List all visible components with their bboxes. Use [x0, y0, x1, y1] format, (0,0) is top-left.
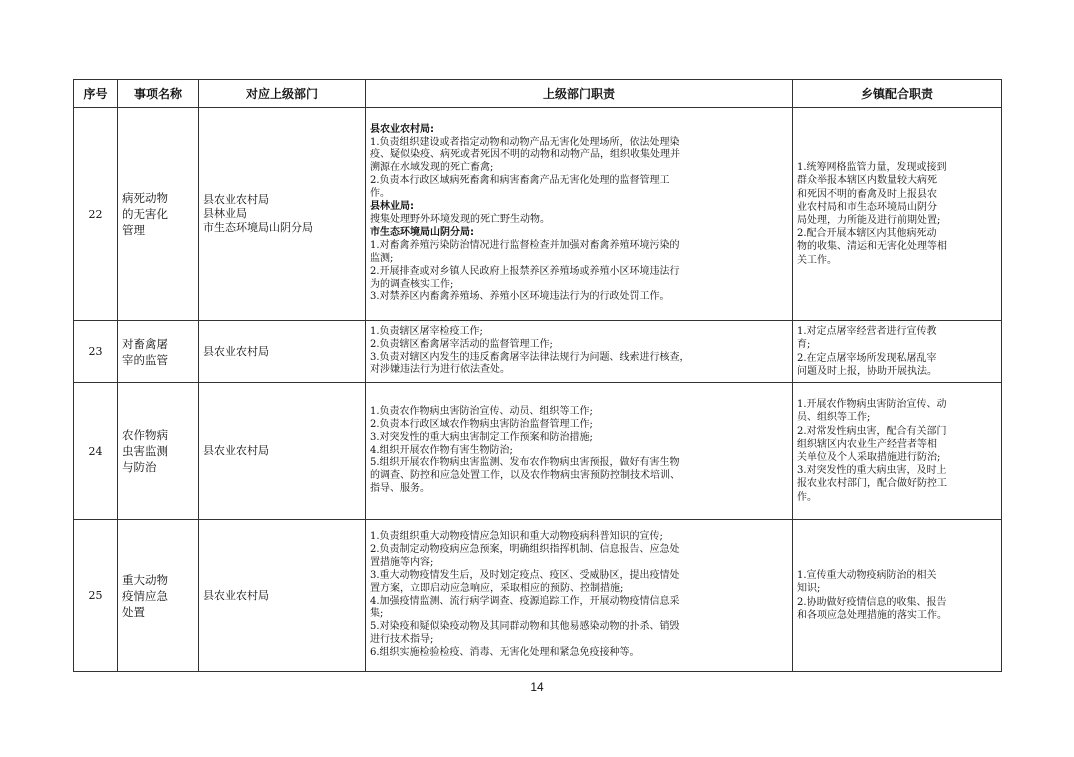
item-name-line: 农作物病 [122, 428, 168, 442]
superior-dept-cell [199, 383, 366, 520]
duty-line: 作。 [370, 188, 390, 200]
row-seq: 22 [74, 108, 118, 321]
duty-line: 置措施等内容; [370, 556, 434, 568]
duty-line: 2.负责制定动物疫病应急预案，明确组织指挥机制、信息报告、应急处 [370, 543, 680, 555]
table-header-row [74, 80, 1002, 108]
row-seq: 24 [74, 383, 118, 520]
duty-line: 5.对染疫和疑似染疫动物及其同群动物和其他易感染动物的扑杀、销毁 [370, 621, 680, 633]
duty-line: 3.重大动物疫情发生后，及时划定疫点、疫区、受威胁区，提出疫情处 [370, 569, 680, 581]
dept-duty-heading: 市生态环境局山阴分局: [370, 226, 474, 238]
item-name-cell [118, 108, 199, 321]
table-row [74, 520, 1002, 672]
dept-name: 县农业农村局 [203, 193, 269, 206]
superior-dept-cell [199, 520, 366, 672]
duty-line: 2.负责本行政区域病死畜禽和病害畜禽产品无害化处理的监督管理工 [370, 175, 670, 187]
town-duty-line: 物的收集、清运和无害化处理等相 [797, 241, 947, 253]
town-duty-line: 作。 [797, 491, 817, 503]
item-name-line: 虫害监测 [122, 444, 168, 458]
superior-duties-cell [366, 383, 793, 520]
header-town-duties: 乡镇配合职责 [793, 80, 1002, 108]
duty-line: 2.负责本行政区域农作物病虫害防治监督管理工作; [370, 418, 593, 430]
item-name-line: 与防治 [122, 460, 157, 474]
town-duty-line: 2.对常发性病虫害，配合有关部门 [797, 425, 947, 437]
duty-line: 进行技术指导; [370, 634, 434, 646]
duty-line: 为的调查核实工作; [370, 278, 454, 290]
duty-line: 5.组织开展农作物病虫害监测、发布农作物病虫害预报，做好有害生物 [370, 457, 680, 469]
item-name-line: 宰的监管 [122, 352, 168, 367]
duty-line: 疫、疑似染疫、病死或者死因不明的动物和动物产品，组织收集处理并 [370, 149, 680, 161]
item-name-line: 管理 [122, 223, 145, 237]
duty-line: 6.组织实施检验检疫、消毒、无害化处理和紧急免疫接种等。 [370, 647, 640, 659]
town-duties-cell [793, 520, 1002, 672]
duty-line: 监测; [370, 252, 394, 264]
town-duty-line: 2.在定点屠宰场所发现私屠乱宰 [797, 352, 937, 364]
item-name-cell [118, 520, 199, 672]
town-duty-line: 1.统筹网格监管力量，发现或接到 [797, 162, 947, 174]
dept-duty-heading: 县林业局: [370, 201, 414, 213]
town-duty-line: 2.配合开展本辖区内其他病死动 [797, 228, 937, 240]
duty-line: 4.组织开展农作物有害生物防治; [370, 444, 513, 456]
town-duty-line: 知识; [797, 583, 821, 595]
town-duty-line: 3.对突发性的重大病虫害，及时上 [797, 465, 947, 477]
table-row [74, 321, 1002, 383]
item-name-line: 重大动物 [122, 572, 168, 587]
duty-line: 3.负责对辖区内发生的违反畜禽屠宰法律法规行为问题、线索进行核查， [370, 351, 690, 363]
town-duty-line: 1.开展农作物病虫害防治宣传、动 [797, 399, 947, 411]
town-duty-line: 员、组织等工作; [797, 412, 871, 424]
town-duty-line: 群众举报本辖区内数量较大病死 [797, 175, 937, 187]
duty-line: 1.负责组织建设或者指定动物和动物产品无害化处理场所，依法处理染 [370, 136, 680, 148]
superior-dept-cell [199, 108, 366, 321]
town-duties-cell [793, 108, 1002, 321]
town-duty-line: 报农业农村部门，配合做好防控工 [797, 478, 947, 490]
dept-name: 市生态环境局山阴分局 [203, 221, 313, 234]
item-name-line: 对畜禽屠 [122, 336, 168, 351]
town-duties-cell [793, 383, 1002, 520]
item-name-line: 的无害化 [122, 207, 168, 221]
duty-line: 集; [370, 608, 384, 620]
duty-line: 2.负责辖区畜禽屠宰活动的监督管理工作; [370, 338, 553, 350]
town-duty-line: 业农村局和市生态环境局山阴分 [797, 201, 937, 213]
responsibility-table [73, 79, 1002, 672]
header-seq: 序号 [74, 80, 118, 108]
item-name-line: 疫情应急 [122, 588, 168, 603]
town-duty-line: 局处理，力所能及进行前期处置; [797, 215, 941, 226]
town-duty-line: 关单位及个人采取措施进行防治; [797, 452, 941, 463]
row-seq: 25 [74, 520, 118, 672]
dept-name: 县农业农村局 [203, 444, 269, 457]
duty-line: 搜集处理野外环境发现的死亡野生动物。 [370, 214, 550, 225]
duty-line: 1.对畜禽养殖污染防治情况进行监督检查并加强对畜禽养殖环境污染的 [370, 239, 680, 251]
town-duty-line: 和死因不明的畜禽及时上报县农 [797, 188, 937, 200]
duty-line: 指导、服务。 [370, 483, 430, 495]
dept-duty-heading: 县农业农村局: [370, 123, 434, 135]
duty-line: 2.开展排查或对乡镇人民政府上报禁养区养殖场或养殖小区环境违法行 [370, 265, 680, 277]
item-name-line: 病死动物 [122, 191, 168, 205]
town-duties-cell [793, 321, 1002, 383]
dept-name: 县农业农村局 [203, 588, 269, 602]
header-superior-duties: 上级部门职责 [366, 80, 793, 108]
town-duty-line: 和各项应急处理措施的落实工作。 [797, 609, 947, 621]
item-name-cell [118, 321, 199, 383]
duty-line: 3.对突发性的重大病虫害制定工作预案和防治措施; [370, 431, 593, 443]
town-duty-line: 关工作。 [797, 254, 837, 266]
duty-line: 的调查、防控和应急处置工作，以及农作物病虫害预防控制技术培训、 [370, 470, 680, 482]
row-seq: 23 [74, 321, 118, 383]
town-duty-line: 1.对定点屠宰经营者进行宣传教 [797, 326, 937, 338]
duty-line: 3.对禁养区内畜禽养殖场、养殖小区环境违法行为的行政处罚工作。 [370, 291, 670, 303]
header-item-name: 事项名称 [118, 80, 199, 108]
superior-duties-cell [366, 108, 793, 321]
dept-name: 县农业农村局 [203, 344, 269, 358]
town-duty-line: 组织辖区内农业生产经营者等相 [797, 438, 937, 450]
table-row [74, 108, 1002, 321]
table-row [74, 383, 1002, 520]
page-number: 14 [530, 680, 544, 694]
duty-line: 溯源在水域发现的死亡畜禽; [370, 162, 494, 174]
superior-duties-cell [366, 321, 793, 383]
duty-line: 1.负责农作物病虫害防治宣传、动员、组织等工作; [370, 405, 593, 417]
item-name-cell [118, 383, 199, 520]
header-superior-dept: 对应上级部门 [199, 80, 366, 108]
superior-dept-cell [199, 321, 366, 383]
town-duty-line: 育; [797, 339, 811, 351]
duty-line: 对涉嫌违法行为进行依法查处。 [370, 364, 510, 376]
town-duty-line: 问题及时上报，协助开展执法。 [797, 365, 937, 377]
town-duty-line: 2.协助做好疫情信息的收集、报告 [797, 596, 947, 608]
town-duty-line: 1.宣传重大动物疫病防治的相关 [797, 570, 937, 582]
duty-line: 4.加强疫情监测、流行病学调查、疫源追踪工作，开展动物疫情信息采 [370, 595, 680, 607]
item-name-line: 处置 [122, 604, 145, 619]
duty-line: 1.负责组织重大动物疫情应急知识和重大动物疫病科普知识的宣传; [370, 530, 663, 542]
dept-name: 县林业局 [203, 207, 247, 220]
superior-duties-cell [366, 520, 793, 672]
duty-line: 置方案，立即启动应急响应，采取相应的预防、控制措施; [370, 582, 624, 594]
duty-line: 1.负责辖区屠宰检疫工作; [370, 325, 483, 337]
